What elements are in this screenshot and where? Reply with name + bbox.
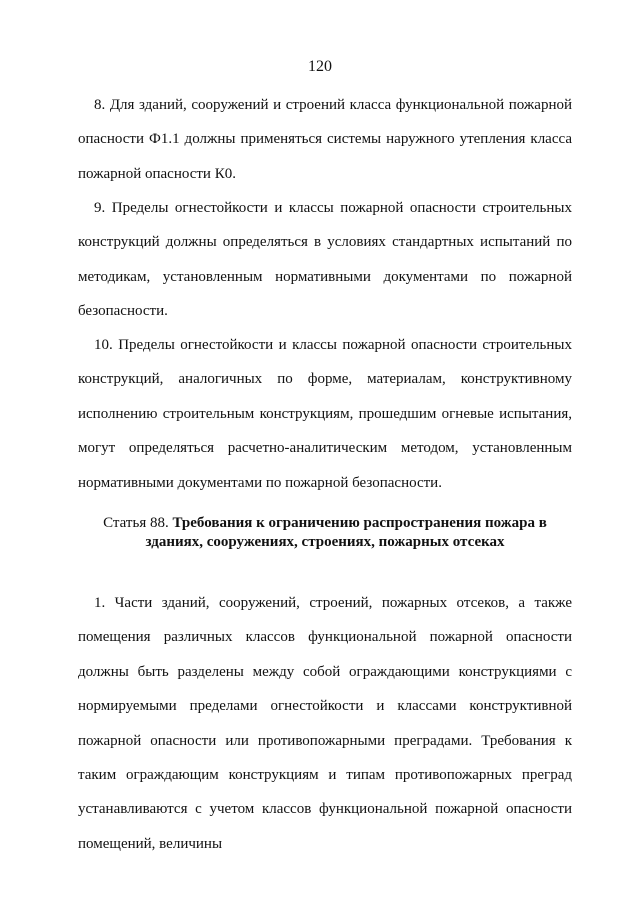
paragraph-9-text: 9. Пределы огнестойкости и классы пожарной опасности строительных конструкций должны определяться в условиях стандартных испытаний по методикам, установленным нормативными документами по пожарной безопасности. (78, 200, 572, 320)
paragraph-9 (78, 191, 572, 329)
paragraph-10 (78, 328, 572, 500)
article-label: Статья 88. (103, 515, 169, 531)
article-88-paragraph-1-text: 1. Части зданий, сооружений, строений, пожарных отсеков, а также помещения различных классов функциональной пожарной опасности должны быть разделены между собой ограждающими конструкциями с нормируемыми пределами огнестойкости и классами конструктивной пожарной опасности или противопожарными преградами. Требования к таким ограждающим конструкциям и типам противопожарных преград устанавливаются с учетом классов функциональной пожарной опасности помещений, величины (78, 595, 572, 852)
paragraph-10-text: 10. Пределы огнестойкости и классы пожарной опасности строительных конструкций, аналогичных по форме, материалам, конструктивному исполнению строительным конструкциям, прошедшим огневые испытания, могут определяться расчетно-аналитическим методом, установленным нормативными документами по пожарной безопасности. (78, 337, 572, 491)
article-title-line-2: зданиях, сооружениях, строениях, пожарных отсеках (145, 534, 505, 550)
paragraph-8-text: 8. Для зданий, сооружений и строений класса функциональной пожарной опасности Ф1.1 должны применяться системы наружного утепления класса пожарной опасности К0. (78, 97, 572, 182)
article-88-paragraph-1 (78, 586, 572, 861)
article-title-line-1: Требования к ограничению распространения пожара в (172, 515, 547, 531)
article-88-heading (78, 514, 572, 552)
paragraph-8 (78, 88, 572, 191)
page-number: 120 (308, 58, 332, 75)
